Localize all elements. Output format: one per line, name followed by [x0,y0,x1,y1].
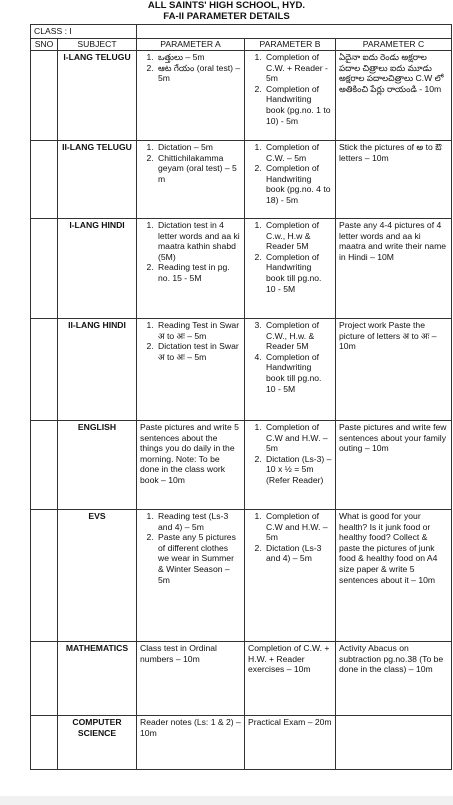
list-item: 1. Completion of C.W and H.W. – 5m [264,511,332,543]
parameter-b-cell [245,219,336,319]
table-row [31,141,452,219]
table-row [31,421,452,510]
subject-cell: I-LANG HINDI [58,219,137,319]
subject-cell: II-LANG HINDI [58,319,137,421]
parameter-b-cell [245,510,336,642]
sno-cell [31,642,58,716]
sno-cell [31,421,58,510]
class-row [31,25,452,39]
parameter-c-cell: Stick the pictures of అ to ఔ letters – 10m [336,141,452,219]
numbered-list [248,320,332,394]
column-header-parameter-c: PARAMETER C [336,39,452,51]
list-item: 1. Reading Test in Swar अ to अः – 5m [156,320,241,341]
parameter-c-cell: Paste any 4-4 pictures of 4 letter words and aa ki maatra and write their name in Hindi – 10M [336,219,452,319]
sno-cell [31,51,58,141]
parameter-b-cell [245,51,336,141]
table-row [31,319,452,421]
class-row-filler [137,25,452,39]
parameter-c-cell: ఏదైనా ఐదు రెండు అక్షరాల పదాల చిత్రాలు ఐదు మూడు అక్షరాల పదాలచిత్రాలు C.W లో అతికించి పేర్లు రాయండి - 10m [336,51,452,141]
table-row [31,510,452,642]
list-item: 2. ఆట గేయం (oral test) – 5m [156,63,241,84]
subject-cell: I-LANG TELUGU [58,51,137,141]
parameter-a-cell [137,510,245,642]
list-item: 1. Completion of C.W. – 5m [264,142,332,163]
subject-cell: EVS [58,510,137,642]
parameter-table [30,24,452,770]
parameter-c-cell: Project work Paste the picture of letters अ to अः – 10m [336,319,452,421]
list-item: 2. Dictation test in Swar अ to अः – 5m [156,341,241,362]
list-item: 2. Completion of Handwriting book (pg.no. 4 to 18) - 5m [264,163,332,205]
subject-cell: ENGLISH [58,421,137,510]
parameter-a-cell [137,219,245,319]
subject-cell: II-LANG TELUGU [58,141,137,219]
list-item: 1. Completion of C.W. + Reader - 5m [264,52,332,84]
column-header-subject: SUBJECT [58,39,137,51]
document-title: FA-II PARAMETER DETAILS [163,11,290,22]
list-item: 4. Completion of Handwriting book till pg.no. 10 - 5M [264,352,332,394]
parameter-b-cell [245,319,336,421]
list-item: 1. Reading test (Ls-3 and 4) – 5m [156,511,241,532]
list-item: 1. Completion of C.W and H.W. – 5m [264,422,332,454]
parameter-b-cell [245,421,336,510]
school-name: ALL SAINTS' HIGH SCHOOL, HYD. [147,0,306,11]
list-item: 2. Paste any 5 pictures of different clothes we wear in Summer & Winter Season – 5m [156,532,241,585]
sno-cell [31,319,58,421]
table-row [31,51,452,141]
parameter-c-cell [336,716,452,770]
sno-cell [31,510,58,642]
parameter-a-cell: Reader notes (Ls: 1 & 2) – 10m [137,716,245,770]
parameter-a-cell: Class test in Ordinal numbers – 10m [137,642,245,716]
page-bottom-margin [0,796,453,805]
list-item: 2. Completion of Handwriting book till pg.no. 10 - 5M [264,252,332,294]
column-header-parameter-a: PARAMETER A [137,39,245,51]
list-item: 2. Dictation (Ls-3) – 10 x ½ = 5m (Refer Reader) [264,454,332,486]
sno-cell [31,141,58,219]
parameter-a-cell [137,319,245,421]
parameter-c-cell: Activity Abacus on subtraction pg.no.38 (To be done in the class) – 10m [336,642,452,716]
list-item: 1. ఒత్తులు – 5m [156,52,241,63]
sno-cell [31,219,58,319]
parameter-b-cell: Completion of C.W. + H.W. + Reader exercises – 10m [245,642,336,716]
list-item: 2. Completion of Handwriting book (pg.no. 1 to 10) - 5m [264,84,332,126]
list-item: 2. Dictation (Ls-3 and 4) – 5m [264,543,332,564]
list-item: 3. Completion of C.W., H.w. & Reader 5M [264,320,332,352]
column-header-parameter-b: PARAMETER B [245,39,336,51]
parameter-b-cell [245,141,336,219]
parameter-a-cell [137,51,245,141]
list-item: 1. Dictation test in 4 letter words and aa ki maatra kathin shabd (5M) [156,220,241,262]
parameter-b-cell: Practical Exam – 20m [245,716,336,770]
parameter-a-cell: Paste pictures and write 5 sentences about the things you do daily in the morning. Note: To be done in the class work book – 10m [137,421,245,510]
list-item: 1. Dictation – 5m [156,142,241,153]
parameter-a-cell [137,141,245,219]
subject-cell: COMPUTER SCIENCE [58,716,137,770]
list-item: 2. Chittichilakamma geyam (oral test) – 5 m [156,153,241,185]
list-item: 1. Completion of C.w., H.w & Reader 5M [264,220,332,252]
table-header-row [31,39,452,51]
parameter-c-cell: What is good for your health? Is it junk food or healthy food? Collect & paste the pictures of junk food & healthy food on A4 size paper & write 5 sentences about it – 10m [336,510,452,642]
sno-cell [31,716,58,770]
subject-cell: MATHEMATICS [58,642,137,716]
list-item: 2. Reading test in pg. no. 15 - 5M [156,262,241,283]
parameter-c-cell: Paste pictures and write few sentences about your family outing – 10m [336,421,452,510]
table-row [31,642,452,716]
document-header [0,0,453,22]
class-label: CLASS : I [31,25,137,39]
table-row [31,219,452,319]
table-row [31,716,452,770]
column-header-sno: SNO [31,39,58,51]
